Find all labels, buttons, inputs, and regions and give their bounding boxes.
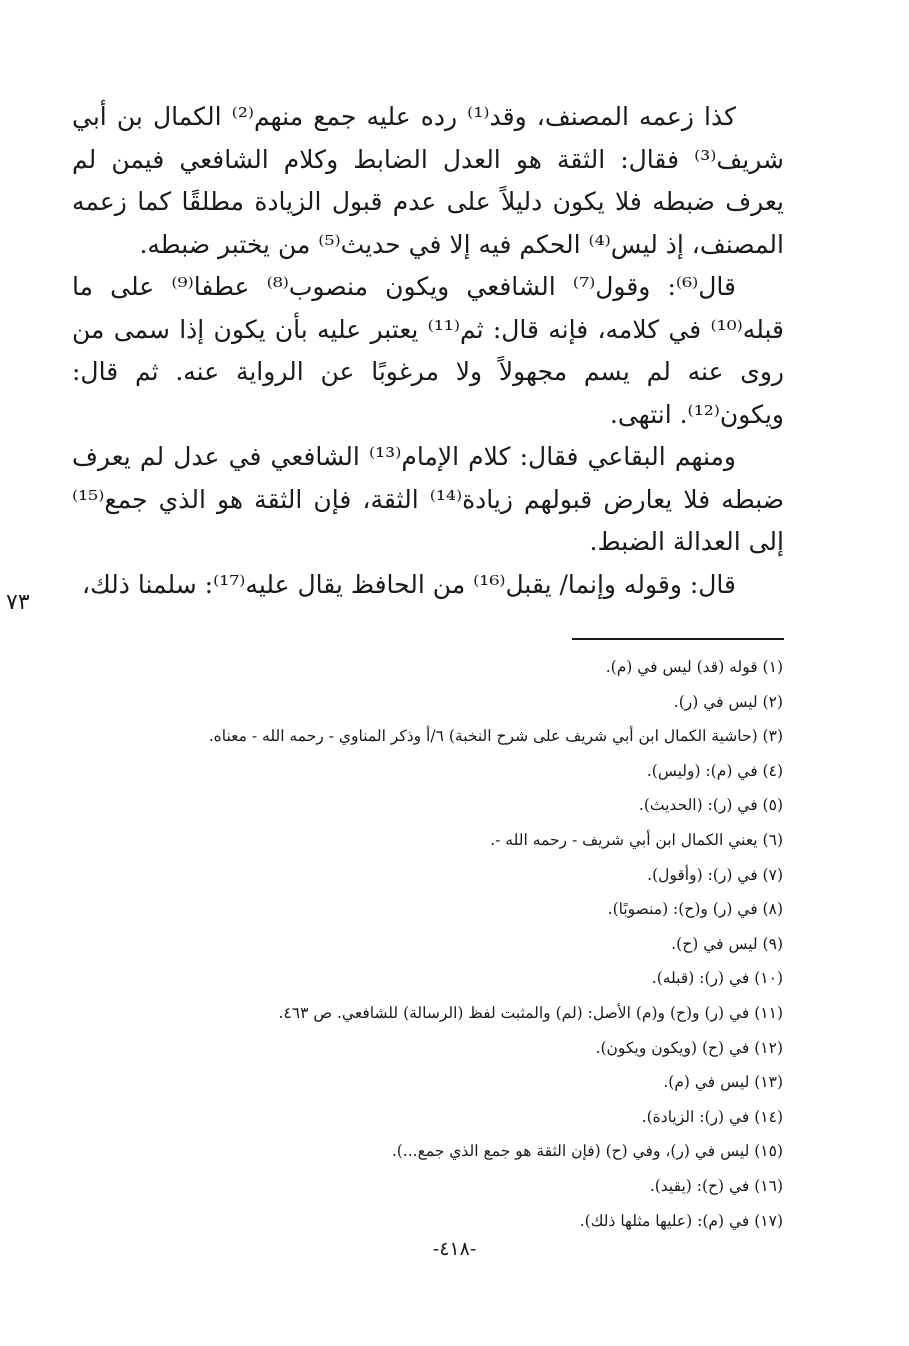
paragraph-4: قال: وقوله وإنما/ يقبل⁽¹⁶⁾ من الحافظ يقال عليه⁽¹⁷⁾: سلمنا ذلك، xyxy=(82,569,736,599)
footnote-17: (١٧) في (م): (عليها مثلها ذلك). xyxy=(579,1211,783,1230)
main-text-block xyxy=(72,96,784,606)
footnote-6: (٦) يعني الكمال ابن أبي شريف - رحمه الله -. xyxy=(490,830,783,849)
paragraph-3: ومنهم البقاعي فقال: كلام الإمام⁽¹³⁾ الشافعي في عدل لم يعرف ضبطه فلا يعارض قبولهم زيادة⁽¹⁴⁾ الثقة، فإن الثقة هو الذي جمع⁽¹⁵⁾ إلى العدالة الضبط. xyxy=(72,442,784,556)
footnote-10: (١٠) في (ر): (قبله). xyxy=(651,969,783,988)
footnote-15: (١٥) ليس في (ر)، وفي (ح) (فإن الثقة هو جمع الذي جمع...). xyxy=(391,1142,783,1161)
footnote-1: (١) قوله (قد) ليس في (م). xyxy=(605,658,783,676)
footnote-11: (١١) في (ر) و(ح) و(م) الأصل: (لم) والمثبت لفظ (الرسالة) للشافعي. ص ٤٦٣. xyxy=(278,1003,783,1022)
paragraph-2: قال⁽⁶⁾: وقول⁽⁷⁾ الشافعي ويكون منصوب⁽⁸⁾ عطفا⁽⁹⁾ على ما قبله⁽¹⁰⁾ في كلامه، فإنه قال: ثم⁽¹¹⁾ يعتبر عليه بأن يكون إذا سمى من روى عنه لم يسم مجهولاً ولا مرغوبًا عن الرواية عنه. ثم قال: ويكون⁽¹²⁾. انتهى. xyxy=(72,272,784,429)
manuscript-folio-marker: ٧٣ xyxy=(6,590,30,615)
footnote-12: (١٢) في (ح) (ويكون ويكون). xyxy=(595,1038,783,1057)
footnote-separator xyxy=(572,638,784,640)
footnote-8: (٨) في (ر) و(ح): (منصوبًا). xyxy=(607,900,783,919)
footnote-4: (٤) في (م): (وليس). xyxy=(646,761,783,780)
footnote-2: (٢) ليس في (ر). xyxy=(673,692,783,711)
footnote-5: (٥) في (ر): (الحديث). xyxy=(638,796,783,815)
footnote-9: (٩) ليس في (ح). xyxy=(671,934,783,953)
page-number: -٤١٨- xyxy=(432,1238,477,1260)
footnote-14: (١٤) في (ر): الزيادة). xyxy=(641,1107,783,1126)
footnote-16: (١٦) في (ح): (يقيد). xyxy=(649,1176,783,1195)
footnote-7: (٧) في (ر): (وأقول). xyxy=(647,865,783,884)
footnote-3: (٣) (حاشية الكمال ابن أبي شريف على شرح النخبة) ٦/أ وذكر المناوي - رحمه الله - معناه. xyxy=(208,727,783,746)
footnote-13: (١٣) ليس في (م). xyxy=(663,1073,783,1092)
footnotes-list xyxy=(63,650,783,1238)
paragraph-1: كذا زعمه المصنف، وقد⁽¹⁾ رده عليه جمع منهم⁽²⁾ الكمال بن أبي شريف⁽³⁾ فقال: الثقة هو العدل الضابط وكلام الشافعي فيمن لم يعرف ضبطه فلا يكون دليلاً على عدم قبول الزيادة مطلقًا كما زعمه المصنف، إذ ليس⁽⁴⁾ الحكم فيه إلا في حديث⁽⁵⁾ من يختبر ضبطه. xyxy=(72,102,784,259)
